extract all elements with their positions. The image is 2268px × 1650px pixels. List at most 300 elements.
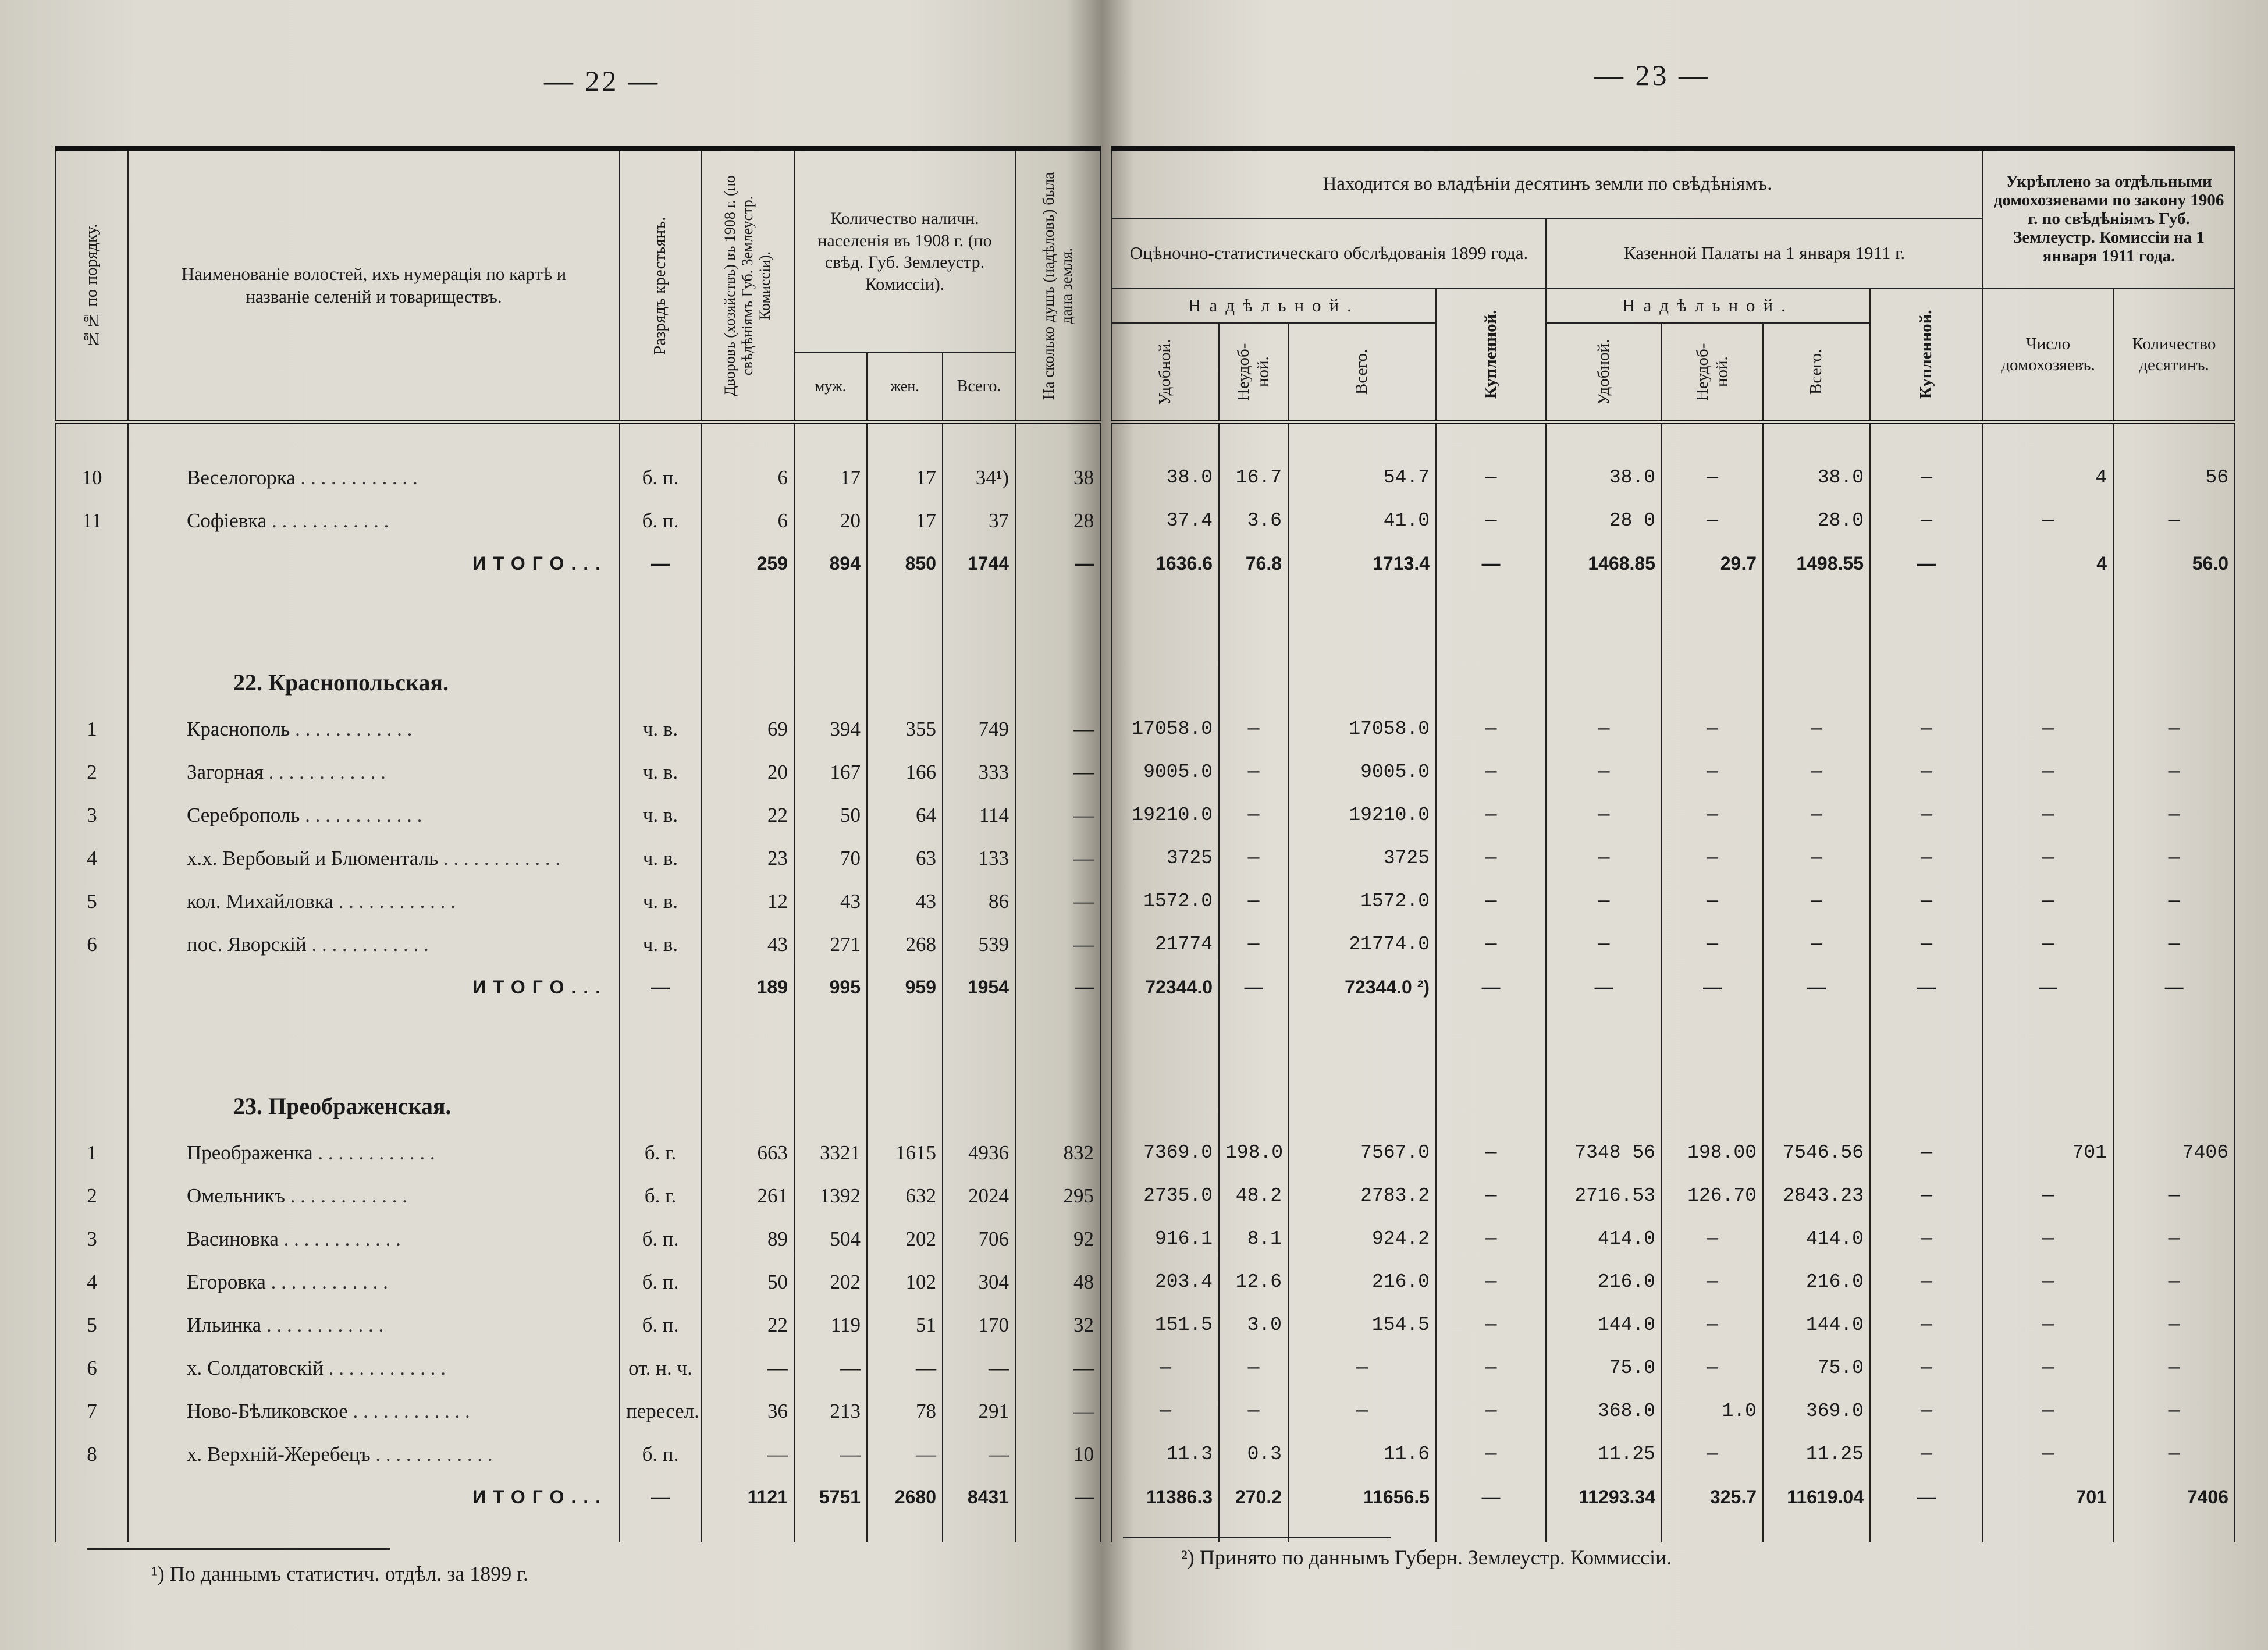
purchased-1911: — — [1870, 708, 1983, 751]
spacer-cell — [1015, 422, 1100, 456]
empty-cell — [1436, 586, 1546, 708]
male-count: 213 — [794, 1390, 867, 1433]
settlement-name — [128, 1433, 620, 1476]
footnote-left: ¹) По даннымъ статистич. отдѣл. за 1899 г. — [151, 1562, 528, 1585]
total-population: 304 — [943, 1261, 1015, 1304]
table-row — [1112, 923, 2235, 966]
row-number: 2 — [56, 1174, 128, 1218]
table-row — [56, 1174, 1100, 1218]
empty-cell — [2113, 1009, 2235, 1131]
settlement-name — [128, 794, 620, 837]
settlement-name — [128, 1390, 620, 1433]
households: 6 — [701, 499, 794, 542]
householders: — — [1983, 751, 2113, 794]
page-number-right: — 23 — — [1594, 59, 1710, 91]
non-arable-1911: — — [1662, 923, 1763, 966]
arable-1899: 916.1 — [1112, 1218, 1219, 1261]
table-row — [56, 1131, 1100, 1174]
souls-count: — — [1015, 966, 1100, 1009]
spacer-cell — [794, 422, 867, 456]
male-count: — — [794, 1347, 867, 1390]
male-count: 504 — [794, 1218, 867, 1261]
leader-dots: . . . . . . . . . . . . — [438, 846, 561, 870]
table-row — [56, 456, 1100, 499]
arable-1911: 1468.85 — [1546, 542, 1662, 586]
souls-count: 832 — [1015, 1131, 1100, 1174]
peasant-category: ч. в. — [620, 880, 701, 923]
arable-1911: 11293.34 — [1546, 1476, 1662, 1519]
leader-dots: . . . . . . . . . . . . — [370, 1442, 493, 1466]
non-arable-1899: 3.6 — [1219, 499, 1288, 542]
desyatins: — — [2113, 1261, 2235, 1304]
male-count: 995 — [794, 966, 867, 1009]
total-1911: 216.0 — [1763, 1261, 1870, 1304]
leader-dots: . . . . . . . . . . . . — [285, 1184, 407, 1207]
spacer-cell — [867, 1519, 943, 1542]
peasant-category: б. п. — [620, 1433, 701, 1476]
female-count: 268 — [867, 923, 943, 966]
row-number: 3 — [56, 1218, 128, 1261]
total-1899: 924.2 — [1288, 1218, 1436, 1261]
spacer-cell — [1763, 422, 1870, 456]
empty-cell — [1983, 1009, 2113, 1131]
female-count: — — [867, 1433, 943, 1476]
section-row — [56, 1009, 1100, 1131]
header-total-pop: Всего. — [943, 352, 1015, 422]
male-count: 202 — [794, 1261, 867, 1304]
arable-1899: — — [1112, 1347, 1219, 1390]
empty-cell — [1112, 586, 1219, 708]
households: 6 — [701, 456, 794, 499]
male-count: 394 — [794, 708, 867, 751]
non-arable-1899: — — [1219, 837, 1288, 880]
female-count: 78 — [867, 1390, 943, 1433]
table-row — [1112, 1390, 2235, 1433]
row-number: 5 — [56, 1304, 128, 1347]
table-row — [56, 1347, 1100, 1390]
header-arable-1911: Удобной. — [1546, 323, 1662, 422]
spacer-cell — [867, 422, 943, 456]
header-householders: Число домохозяевъ. — [1983, 288, 2113, 422]
arable-1899: 37.4 — [1112, 499, 1219, 542]
row-number: 5 — [56, 880, 128, 923]
total-row — [1112, 542, 2235, 586]
souls-count: 28 — [1015, 499, 1100, 542]
table-row — [1112, 1218, 2235, 1261]
header-survey-1899: Оцѣночно-статистическаго обслѣдованія 1899 года. — [1112, 218, 1546, 288]
empty-cell — [943, 1009, 1015, 1131]
arable-1911: 75.0 — [1546, 1347, 1662, 1390]
purchased-1899: — — [1436, 1174, 1546, 1218]
non-arable-1911: — — [1662, 794, 1763, 837]
spacer-cell — [620, 422, 701, 456]
female-count: — — [867, 1347, 943, 1390]
arable-1899: 7369.0 — [1112, 1131, 1219, 1174]
purchased-1899: — — [1436, 794, 1546, 837]
peasant-category: — — [620, 542, 701, 586]
households: 89 — [701, 1218, 794, 1261]
table-row — [1112, 1131, 2235, 1174]
table-row — [1112, 1174, 2235, 1218]
row-number — [56, 966, 128, 1009]
table-row — [56, 499, 1100, 542]
spacer-row — [1112, 422, 2235, 456]
purchased-1911: — — [1870, 1433, 1983, 1476]
row-number: 1 — [56, 1131, 128, 1174]
households: 22 — [701, 794, 794, 837]
arable-1911: 38.0 — [1546, 456, 1662, 499]
peasant-category: б. п. — [620, 456, 701, 499]
total-1899: 154.5 — [1288, 1304, 1436, 1347]
total-1911: 144.0 — [1763, 1304, 1870, 1347]
male-count: — — [794, 1433, 867, 1476]
peasant-category: б. п. — [620, 1261, 701, 1304]
spacer-cell — [1546, 422, 1662, 456]
table-row — [56, 1218, 1100, 1261]
empty-cell — [867, 1009, 943, 1131]
total-1899: 11.6 — [1288, 1433, 1436, 1476]
total-1899: 11656.5 — [1288, 1476, 1436, 1519]
total-population: — — [943, 1433, 1015, 1476]
non-arable-1899: 16.7 — [1219, 456, 1288, 499]
arable-1899: 2735.0 — [1112, 1174, 1219, 1218]
purchased-1911: — — [1870, 966, 1983, 1009]
desyatins: — — [2113, 1347, 2235, 1390]
leader-dots: . . . . . . . . . . . . — [333, 889, 456, 913]
empty-cell — [794, 586, 867, 708]
empty-cell — [1662, 586, 1763, 708]
purchased-1899: — — [1436, 456, 1546, 499]
spacer-cell — [1662, 1519, 1763, 1542]
section-row — [56, 586, 1100, 708]
souls-count: — — [1015, 880, 1100, 923]
total-1911: 414.0 — [1763, 1218, 1870, 1261]
header-desyatins: Количество десятинъ. — [2113, 288, 2235, 422]
row-number: 4 — [56, 837, 128, 880]
householders: — — [1983, 1174, 2113, 1218]
non-arable-1899: — — [1219, 708, 1288, 751]
female-count: 850 — [867, 542, 943, 586]
female-count: 102 — [867, 1261, 943, 1304]
total-1911: — — [1763, 794, 1870, 837]
row-number — [56, 1476, 128, 1519]
arable-1911: 216.0 — [1546, 1261, 1662, 1304]
spacer-cell — [1219, 1519, 1288, 1542]
header-owned-land: Находится во владѣніи десятинъ земли по свѣдѣніямъ. — [1112, 148, 1983, 218]
non-arable-1911: — — [1662, 456, 1763, 499]
empty-cell — [620, 586, 701, 708]
householders: 4 — [1983, 542, 2113, 586]
leader-dots: . . . . . . . . . . . . — [295, 466, 418, 489]
empty-cell — [1015, 1009, 1100, 1131]
peasant-category: пересел. — [620, 1390, 701, 1433]
purchased-1911: — — [1870, 837, 1983, 880]
arable-1899: 3725 — [1112, 837, 1219, 880]
male-count: 20 — [794, 499, 867, 542]
settlement-name-text: Васиновка — [187, 1227, 279, 1250]
desyatins: 56.0 — [2113, 542, 2235, 586]
arable-1899: 21774 — [1112, 923, 1219, 966]
non-arable-1911: — — [1662, 1218, 1763, 1261]
desyatins: — — [2113, 794, 2235, 837]
total-1899: 54.7 — [1288, 456, 1436, 499]
table-row — [56, 794, 1100, 837]
spacer-cell — [1015, 1519, 1100, 1542]
total-population: 2024 — [943, 1174, 1015, 1218]
householders: — — [1983, 880, 2113, 923]
settlement-name-text: Ильинка — [187, 1313, 262, 1336]
spacer-cell — [1763, 1519, 1870, 1542]
purchased-1911: — — [1870, 1390, 1983, 1433]
spacer-cell — [128, 1519, 620, 1542]
purchased-1911: — — [1870, 456, 1983, 499]
female-count: 632 — [867, 1174, 943, 1218]
households: 23 — [701, 837, 794, 880]
purchased-1899: — — [1436, 923, 1546, 966]
purchased-1911: — — [1870, 1347, 1983, 1390]
female-count: 166 — [867, 751, 943, 794]
row-number: 6 — [56, 923, 128, 966]
non-arable-1899: — — [1219, 880, 1288, 923]
peasant-category: — — [620, 1476, 701, 1519]
footnote-rule-left — [87, 1548, 390, 1550]
non-arable-1911: — — [1662, 966, 1763, 1009]
settlement-name — [128, 837, 620, 880]
table-row — [1112, 1261, 2235, 1304]
souls-count: 295 — [1015, 1174, 1100, 1218]
settlement-name — [128, 751, 620, 794]
table-row — [1112, 837, 2235, 880]
peasant-category: б. п. — [620, 1304, 701, 1347]
spacer-cell — [1436, 422, 1546, 456]
non-arable-1911: — — [1662, 1261, 1763, 1304]
empty-cell — [1288, 586, 1436, 708]
spacer-cell — [1288, 422, 1436, 456]
spacer-cell — [1983, 1519, 2113, 1542]
souls-count: — — [1015, 751, 1100, 794]
total-1911: 28.0 — [1763, 499, 1870, 542]
female-count: 63 — [867, 837, 943, 880]
header-purchased-1911: Купленной. — [1870, 288, 1983, 422]
purchased-1911: — — [1870, 880, 1983, 923]
female-count: 17 — [867, 456, 943, 499]
row-number: 7 — [56, 1390, 128, 1433]
empty-cell — [701, 586, 794, 708]
spacer-cell — [701, 1519, 794, 1542]
empty-cell — [2113, 586, 2235, 708]
header-category: Разрядъ крестьянъ. — [620, 148, 701, 422]
leader-dots: . . . . . . . . . . . . — [300, 803, 422, 826]
settlement-name-text: х. Верхній-Жеребецъ — [187, 1442, 371, 1466]
male-count: 271 — [794, 923, 867, 966]
empty-cell — [1870, 586, 1983, 708]
desyatins: — — [2113, 880, 2235, 923]
table-row — [56, 1390, 1100, 1433]
souls-count: 10 — [1015, 1433, 1100, 1476]
total-1911: — — [1763, 966, 1870, 1009]
table-row — [1112, 1304, 2235, 1347]
households: 1121 — [701, 1476, 794, 1519]
total-label: ИТОГО... — [128, 966, 620, 1009]
households: 50 — [701, 1261, 794, 1304]
table-row — [1112, 456, 2235, 499]
row-number — [56, 586, 128, 708]
header-secured: Укрѣплено за отдѣльными домохозяевами по закону 1906 г. по свѣдѣніямъ Губ. Землеустр. Комиссіи на 1 января 1911 года. — [1983, 148, 2235, 288]
section-row — [1112, 1009, 2235, 1131]
total-1911: — — [1763, 837, 1870, 880]
header-female: жен. — [867, 352, 943, 422]
leader-dots: . . . . . . . . . . . . — [306, 932, 429, 956]
householders: — — [1983, 966, 2113, 1009]
total-1899: 21774.0 — [1288, 923, 1436, 966]
total-population: 133 — [943, 837, 1015, 880]
left-statistics-table — [55, 146, 1101, 1542]
total-population: 749 — [943, 708, 1015, 751]
householders: — — [1983, 1433, 2113, 1476]
male-count: 894 — [794, 542, 867, 586]
settlement-name — [128, 880, 620, 923]
householders: — — [1983, 1304, 2113, 1347]
spacer-cell — [1288, 1519, 1436, 1542]
male-count: 5751 — [794, 1476, 867, 1519]
desyatins: — — [2113, 966, 2235, 1009]
non-arable-1899: — — [1219, 794, 1288, 837]
non-arable-1899: 198.0 — [1219, 1131, 1288, 1174]
settlement-name — [128, 456, 620, 499]
total-1911: 75.0 — [1763, 1347, 1870, 1390]
spacer-cell — [56, 422, 128, 456]
souls-count: 38 — [1015, 456, 1100, 499]
total-population: 1744 — [943, 542, 1015, 586]
spacer-cell — [1546, 1519, 1662, 1542]
purchased-1911: — — [1870, 751, 1983, 794]
row-number: 3 — [56, 794, 128, 837]
arable-1899: 19210.0 — [1112, 794, 1219, 837]
table-row — [56, 923, 1100, 966]
spacer-cell — [1112, 422, 1219, 456]
householders: — — [1983, 1261, 2113, 1304]
non-arable-1911: 198.00 — [1662, 1131, 1763, 1174]
spacer-cell — [56, 1519, 128, 1542]
households: 261 — [701, 1174, 794, 1218]
purchased-1899: — — [1436, 1131, 1546, 1174]
row-number: 10 — [56, 456, 128, 499]
householders: — — [1983, 837, 2113, 880]
row-number: 6 — [56, 1347, 128, 1390]
total-1899: 216.0 — [1288, 1261, 1436, 1304]
households: — — [701, 1347, 794, 1390]
settlement-name-text: кол. Михайловка — [187, 889, 333, 913]
female-count: 355 — [867, 708, 943, 751]
arable-1899: — — [1112, 1390, 1219, 1433]
total-1899: 72344.0 ²) — [1288, 966, 1436, 1009]
desyatins: — — [2113, 708, 2235, 751]
spacer-cell — [1219, 422, 1288, 456]
table-row — [56, 751, 1100, 794]
non-arable-1911: — — [1662, 1433, 1763, 1476]
householders: 701 — [1983, 1131, 2113, 1174]
total-1911: 11.25 — [1763, 1433, 1870, 1476]
spacer-cell — [2113, 1519, 2235, 1542]
purchased-1899: — — [1436, 880, 1546, 923]
row-number: 8 — [56, 1433, 128, 1476]
page-number-left: — 22 — — [544, 65, 660, 97]
peasant-category: от. н. ч. — [620, 1347, 701, 1390]
non-arable-1899: — — [1219, 923, 1288, 966]
desyatins: — — [2113, 837, 2235, 880]
empty-cell — [1436, 1009, 1546, 1131]
arable-1899: 1636.6 — [1112, 542, 1219, 586]
row-number — [56, 1009, 128, 1131]
desyatins: — — [2113, 1390, 2235, 1433]
purchased-1899: — — [1436, 1390, 1546, 1433]
non-arable-1911: 29.7 — [1662, 542, 1763, 586]
total-1911: — — [1763, 708, 1870, 751]
householders: 701 — [1983, 1476, 2113, 1519]
male-count: 119 — [794, 1304, 867, 1347]
total-1911: 11619.04 — [1763, 1476, 1870, 1519]
empty-cell — [1870, 1009, 1983, 1131]
header-non-arable-1899: Неудоб-ной. — [1219, 323, 1288, 422]
householders: — — [1983, 1347, 2113, 1390]
desyatins: — — [2113, 1304, 2235, 1347]
total-label: ИТОГО... — [128, 1476, 620, 1519]
spacer-cell — [943, 1519, 1015, 1542]
households: 259 — [701, 542, 794, 586]
male-count: 17 — [794, 456, 867, 499]
desyatins: — — [2113, 1433, 2235, 1476]
non-arable-1911: — — [1662, 708, 1763, 751]
total-population: 1954 — [943, 966, 1015, 1009]
header-allotment-1899: Надѣльной. — [1112, 288, 1436, 323]
male-count: 50 — [794, 794, 867, 837]
arable-1899: 72344.0 — [1112, 966, 1219, 1009]
purchased-1899: — — [1436, 1433, 1546, 1476]
purchased-1899: — — [1436, 837, 1546, 880]
arable-1911: — — [1546, 708, 1662, 751]
peasant-category: ч. в. — [620, 708, 701, 751]
arable-1911: — — [1546, 751, 1662, 794]
non-arable-1911: 126.70 — [1662, 1174, 1763, 1218]
empty-cell — [867, 586, 943, 708]
householders: 4 — [1983, 456, 2113, 499]
purchased-1911: — — [1870, 1174, 1983, 1218]
purchased-1911: — — [1870, 794, 1983, 837]
souls-count: — — [1015, 1476, 1100, 1519]
female-count: 43 — [867, 880, 943, 923]
purchased-1899: — — [1436, 1218, 1546, 1261]
total-population: — — [943, 1347, 1015, 1390]
households: 36 — [701, 1390, 794, 1433]
settlement-name-text: Загорная — [187, 760, 264, 783]
non-arable-1911: — — [1662, 837, 1763, 880]
non-arable-1899: — — [1219, 966, 1288, 1009]
householders: — — [1983, 794, 2113, 837]
total-1899: — — [1288, 1390, 1436, 1433]
desyatins: — — [2113, 1174, 2235, 1218]
total-population: 291 — [943, 1390, 1015, 1433]
empty-cell — [620, 1009, 701, 1131]
header-male: муж. — [794, 352, 867, 422]
male-count: 1392 — [794, 1174, 867, 1218]
total-population: 86 — [943, 880, 1015, 923]
peasant-category: ч. в. — [620, 751, 701, 794]
spacer-cell — [943, 422, 1015, 456]
arable-1911: — — [1546, 837, 1662, 880]
settlement-name-text: Веселогорка — [187, 466, 296, 489]
householders: — — [1983, 1390, 2113, 1433]
settlement-name-text: х. Солдатовскій — [187, 1356, 324, 1379]
